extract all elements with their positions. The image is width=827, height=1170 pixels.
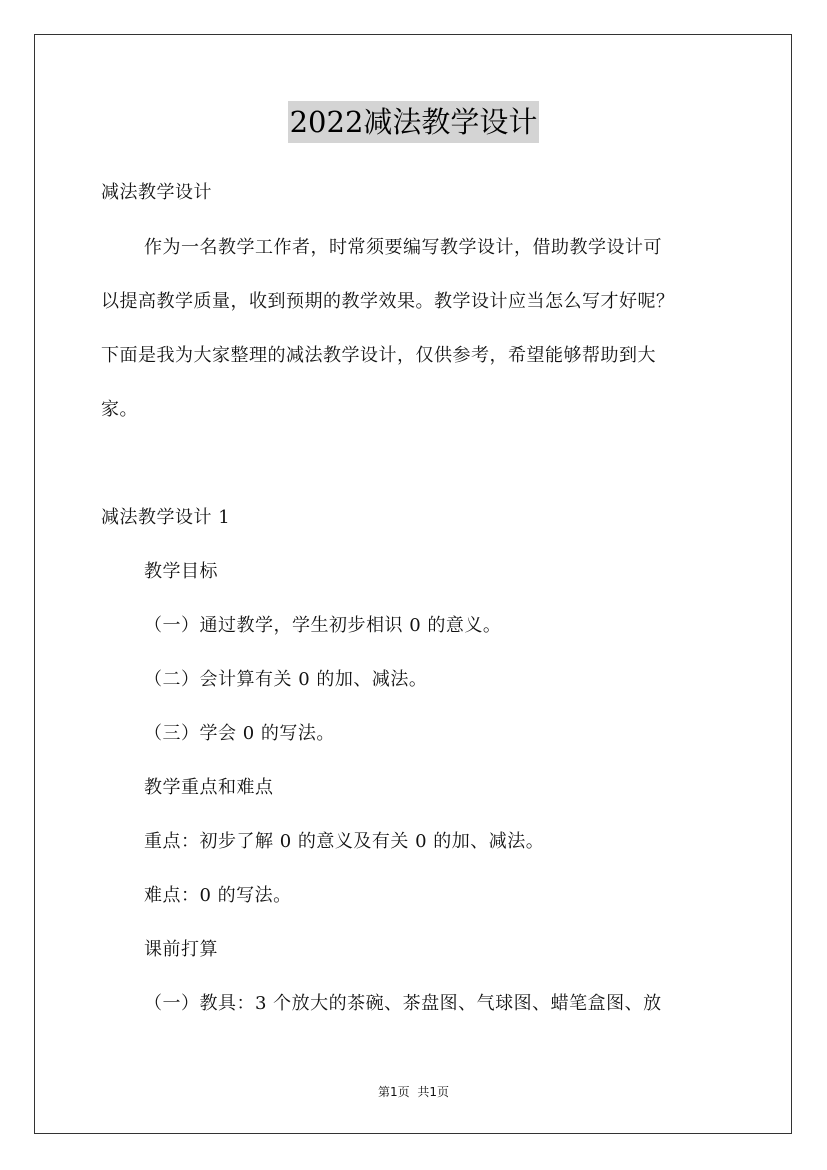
goal-heading: 教学目标 [144, 561, 218, 582]
page-footer [0, 1083, 827, 1100]
section-heading: 减法教学设计 1 [101, 507, 231, 528]
key-point: 重点：初步了解 0 的意义及有关 0 的加、减法。 [144, 831, 545, 852]
page-number: 第1页 [377, 1085, 410, 1099]
difficulty: 难点：0 的写法。 [144, 885, 292, 906]
intro-line-2: 以提高教学质量，收到预期的教学效果。教学设计应当怎么写才好呢？ [101, 291, 675, 312]
intro-line-4: 家。 [101, 399, 138, 420]
goal-item-2: （二）会计算有关 0 的加、减法。 [144, 669, 428, 690]
title-wrap [0, 101, 827, 143]
goal-item-1: （一）通过教学，学生初步相识 0 的意义。 [144, 615, 502, 636]
key-heading: 教学重点和难点 [144, 777, 274, 798]
page-total: 共1页 [417, 1085, 450, 1099]
intro-line-1: 作为一名教学工作者，时常须要编写教学设计，借助教学设计可 [144, 237, 662, 258]
prep-heading: 课前打算 [144, 939, 218, 960]
document-title: 2022减法教学设计 [288, 101, 540, 143]
prep-item-1: （一）教具：3 个放大的茶碗、茶盘图、气球图、蜡笔盒图、放 [144, 993, 662, 1014]
subtitle: 减法教学设计 [101, 182, 212, 203]
intro-line-3: 下面是我为大家整理的减法教学设计，仅供参考，希望能够帮助到大 [101, 345, 656, 366]
goal-item-3: （三）学会 0 的写法。 [144, 723, 335, 744]
